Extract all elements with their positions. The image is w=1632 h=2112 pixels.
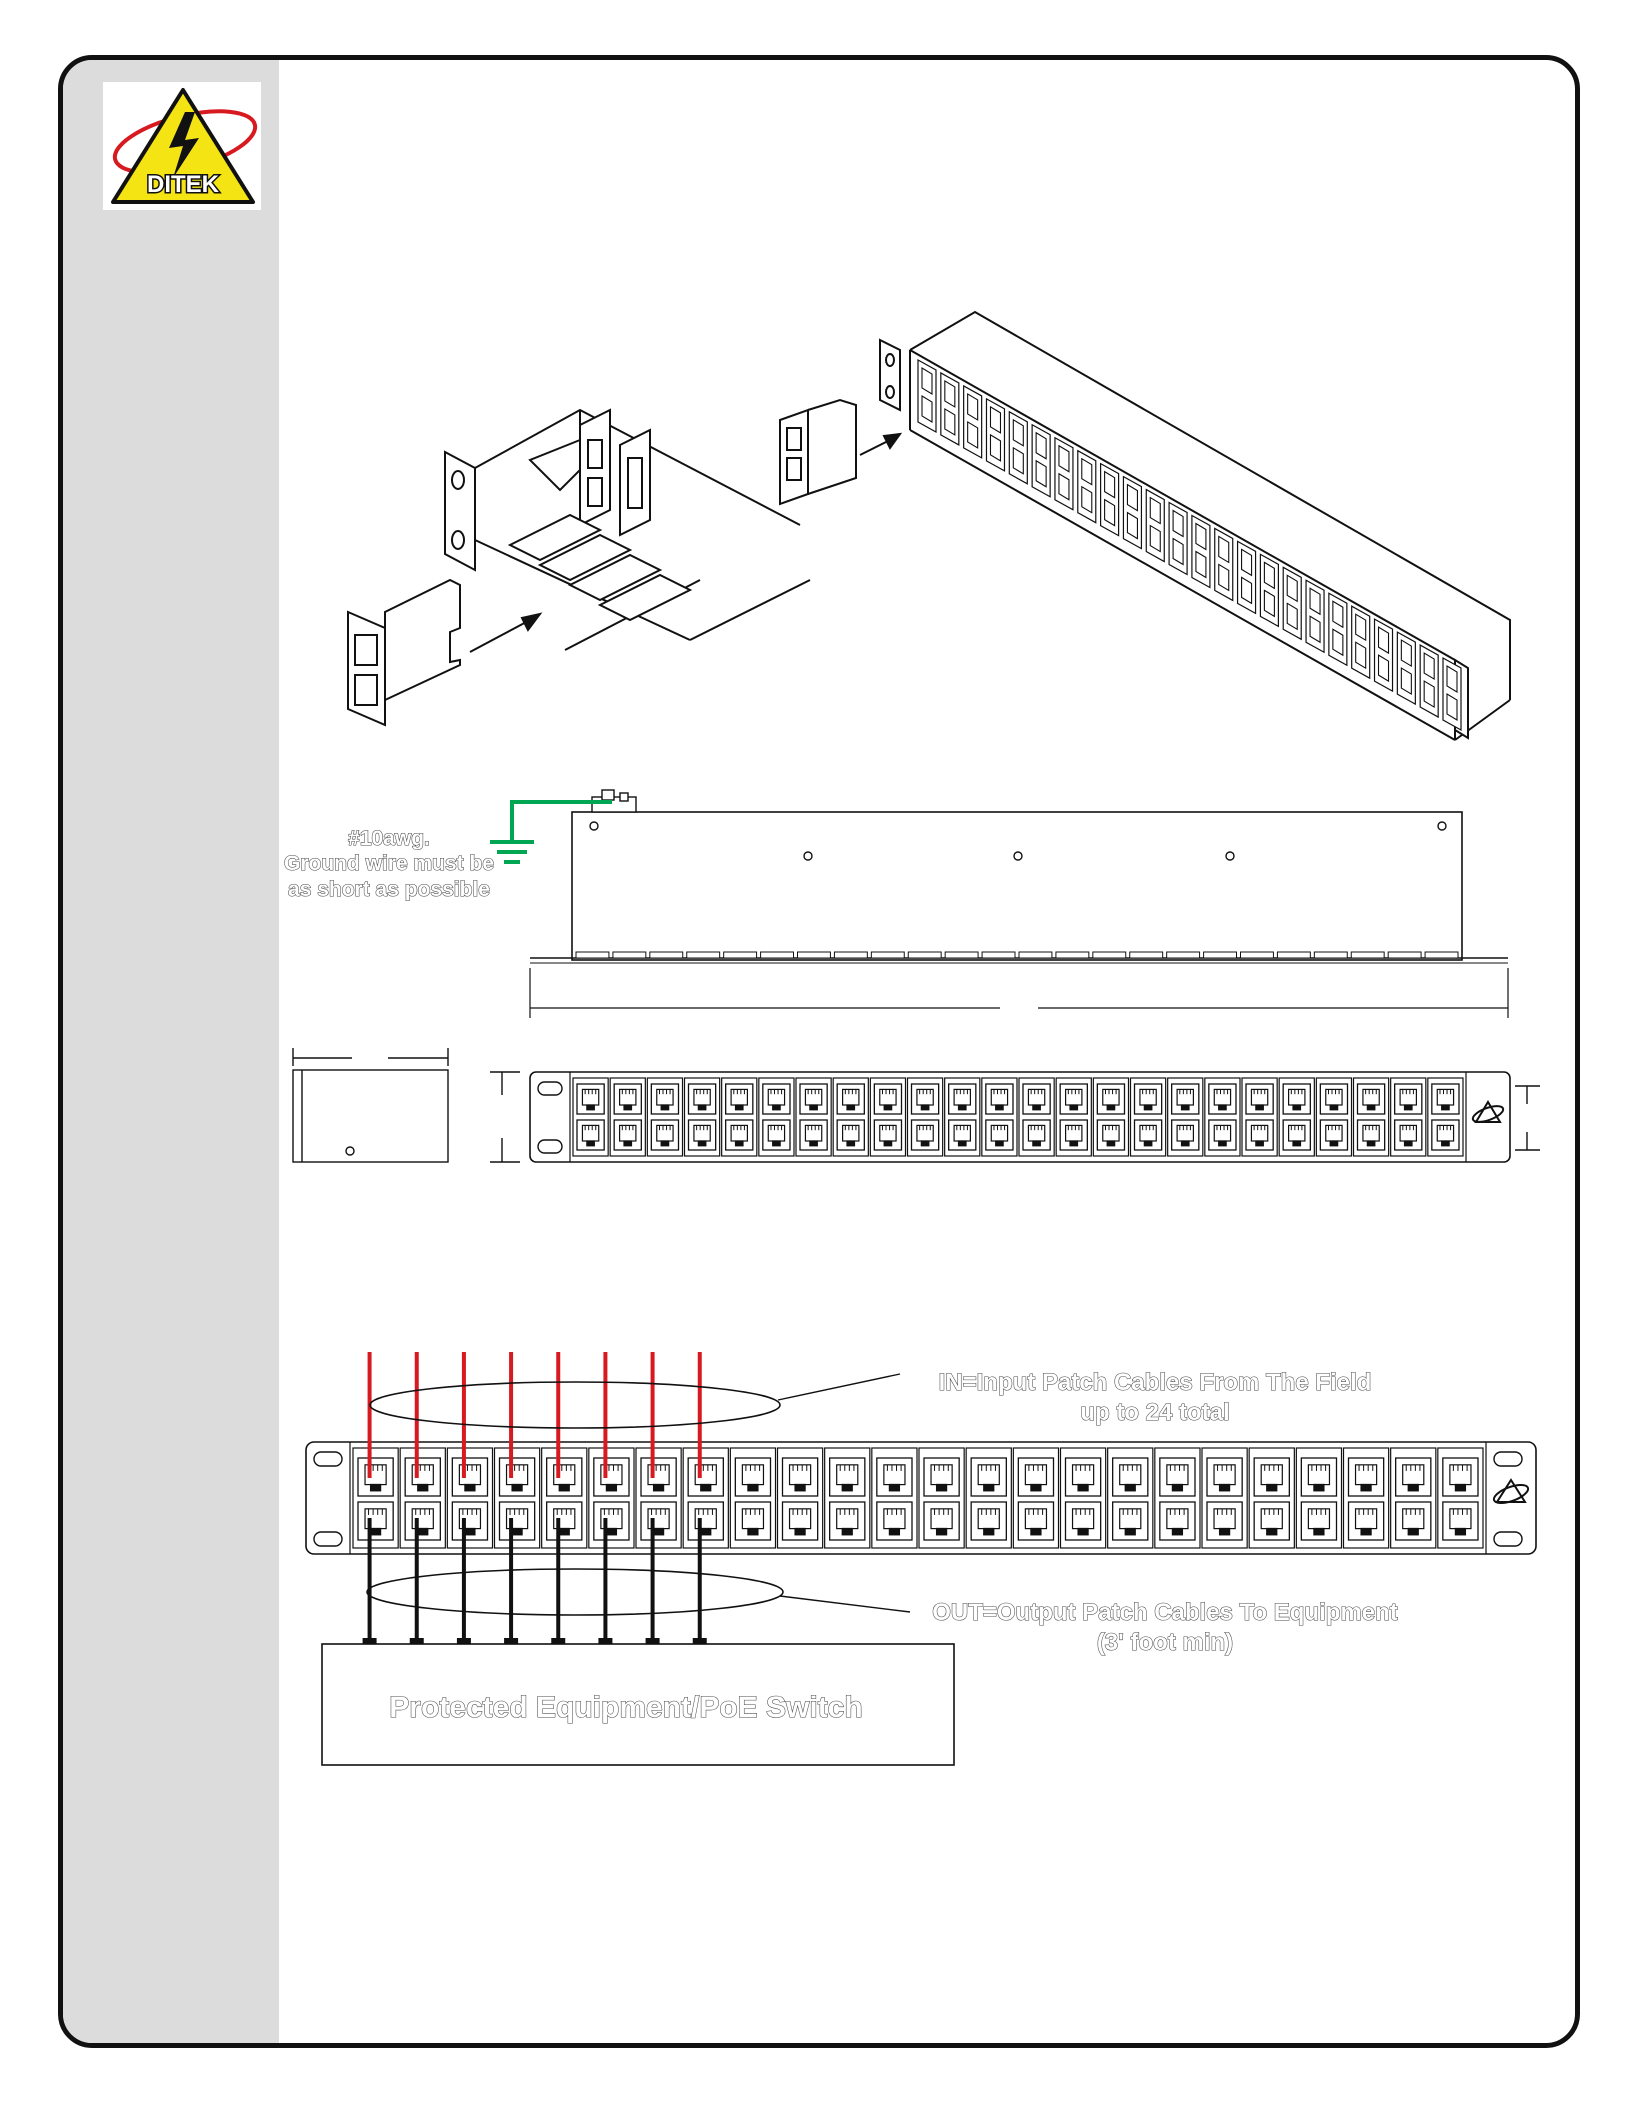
- iso-port-module: [1146, 490, 1164, 562]
- conn-port-module: [542, 1448, 587, 1548]
- top-view-tab: [1130, 952, 1163, 958]
- top-view-tab: [576, 952, 609, 958]
- conn-port-module: [1061, 1448, 1106, 1548]
- conn-port-module: [495, 1448, 540, 1548]
- top-view-tab: [945, 952, 978, 958]
- logo-text: DITEK: [147, 171, 219, 198]
- iso-port-module: [1032, 425, 1050, 497]
- iso-port-module: [1009, 412, 1027, 484]
- front-port-module: [647, 1078, 682, 1156]
- front-port-module: [1428, 1078, 1463, 1156]
- conn-port-module: [589, 1448, 634, 1548]
- top-view-tab: [798, 952, 831, 958]
- front-port-module: [610, 1078, 645, 1156]
- conn-port-module: [1296, 1448, 1341, 1548]
- iso-port-module: [1306, 580, 1324, 652]
- top-view-tab: [834, 952, 867, 958]
- iso-port-module: [1078, 451, 1096, 523]
- chassis-cutaway: [445, 410, 810, 650]
- front-view: [490, 1072, 1540, 1162]
- conn-port-module: [1344, 1448, 1389, 1548]
- conn-port-module: [1391, 1448, 1436, 1548]
- front-port-module: [1354, 1078, 1389, 1156]
- iso-port-module: [1101, 464, 1119, 536]
- ground-note-line-3: as short as possible: [288, 878, 490, 901]
- conn-port-module: [1202, 1448, 1247, 1548]
- front-port-module: [1279, 1078, 1314, 1156]
- rack-unit-isometric: [880, 312, 1510, 740]
- top-view-tab: [1093, 952, 1126, 958]
- front-port-module: [1242, 1078, 1277, 1156]
- in-label-line-1: IN=Input Patch Cables From The Field: [938, 1369, 1372, 1396]
- exploded-view: [348, 312, 1510, 740]
- out-cable-bundle: [367, 1569, 783, 1615]
- out-label-line-1: OUT=Output Patch Cables To Equipment: [932, 1599, 1398, 1626]
- front-port-module: [1056, 1078, 1091, 1156]
- conn-port-module: [1155, 1448, 1200, 1548]
- front-port-module: [833, 1078, 868, 1156]
- in-cable-bundle: [370, 1382, 780, 1428]
- top-view-body: [572, 812, 1462, 960]
- front-port-module: [1093, 1078, 1128, 1156]
- iso-port-module: [1329, 593, 1347, 665]
- side-view: [293, 1048, 448, 1162]
- front-port-module: [982, 1078, 1017, 1156]
- iso-port-module: [1192, 515, 1210, 587]
- top-view-tab: [1019, 952, 1052, 958]
- conn-port-module: [683, 1448, 728, 1548]
- conn-port-module: [447, 1448, 492, 1548]
- top-view: [284, 790, 1508, 1018]
- conn-port-module: [1013, 1448, 1058, 1548]
- conn-port-module: [730, 1448, 775, 1548]
- iso-port-module: [1238, 541, 1256, 613]
- out-label-line-2: (3' foot min): [1096, 1629, 1234, 1656]
- iso-port-module: [1352, 606, 1370, 678]
- iso-port-module: [986, 399, 1004, 471]
- top-view-tab: [613, 952, 646, 958]
- iso-port-module: [1169, 503, 1187, 575]
- top-view-tab: [1277, 952, 1310, 958]
- conn-port-module: [825, 1448, 870, 1548]
- front-port-module: [759, 1078, 794, 1156]
- iso-port-module: [1055, 438, 1073, 510]
- top-view-tab: [1167, 952, 1200, 958]
- width-dimension: [530, 968, 1508, 1018]
- ground-note-line-1: #10awg.: [348, 827, 430, 850]
- iso-port-module: [1260, 554, 1278, 626]
- conn-port-module: [400, 1448, 445, 1548]
- iso-port-module: [1443, 658, 1461, 730]
- front-port-module: [796, 1078, 831, 1156]
- front-port-module: [722, 1078, 757, 1156]
- front-port-module: [1168, 1078, 1203, 1156]
- conn-port-module: [353, 1448, 398, 1548]
- iso-port-module: [1283, 567, 1301, 639]
- front-port-module: [685, 1078, 720, 1156]
- front-port-module: [945, 1078, 980, 1156]
- top-view-tab: [1056, 952, 1089, 958]
- top-view-tab: [908, 952, 941, 958]
- front-port-module: [573, 1078, 608, 1156]
- iso-port-module: [941, 373, 959, 445]
- front-port-module: [1019, 1078, 1054, 1156]
- top-view-tab: [1351, 952, 1384, 958]
- conn-port-module: [966, 1448, 1011, 1548]
- top-view-tab: [650, 952, 683, 958]
- front-port-module: [1391, 1078, 1426, 1156]
- conn-port-module: [872, 1448, 917, 1548]
- ground-note-line-2: Ground wire must be: [283, 852, 495, 875]
- front-port-module: [1205, 1078, 1240, 1156]
- equipment-label: Protected Equipment/PoE Switch: [389, 1691, 863, 1724]
- conn-port-module: [1438, 1448, 1483, 1548]
- iso-port-module: [1215, 528, 1233, 600]
- front-port-module: [870, 1078, 905, 1156]
- front-port-module: [1316, 1078, 1351, 1156]
- top-view-tab: [1241, 952, 1274, 958]
- iso-port-module: [964, 386, 982, 458]
- conn-port-module: [1108, 1448, 1153, 1548]
- iso-port-module: [1420, 645, 1438, 717]
- front-port-module: [1131, 1078, 1166, 1156]
- iso-port-module: [1123, 477, 1141, 549]
- in-label-line-2: up to 24 total: [1080, 1399, 1230, 1426]
- front-port-module: [908, 1078, 943, 1156]
- loose-module: [348, 580, 540, 725]
- top-view-tab: [1314, 952, 1347, 958]
- connection-diagram: [306, 1352, 1536, 1765]
- top-view-tab: [1204, 952, 1237, 958]
- top-view-tab: [724, 952, 757, 958]
- iso-port-module: [918, 360, 936, 432]
- conn-port-module: [778, 1448, 823, 1548]
- conn-port-module: [636, 1448, 681, 1548]
- iso-port-module: [1397, 632, 1415, 704]
- top-view-tab: [1425, 952, 1458, 958]
- top-view-tab: [871, 952, 904, 958]
- top-view-tab: [761, 952, 794, 958]
- top-view-tab: [1388, 952, 1421, 958]
- conn-port-module: [919, 1448, 964, 1548]
- iso-port-module: [1375, 619, 1393, 691]
- top-view-tab: [687, 952, 720, 958]
- top-view-tab: [982, 952, 1015, 958]
- conn-port-module: [1249, 1448, 1294, 1548]
- small-module: [780, 400, 900, 504]
